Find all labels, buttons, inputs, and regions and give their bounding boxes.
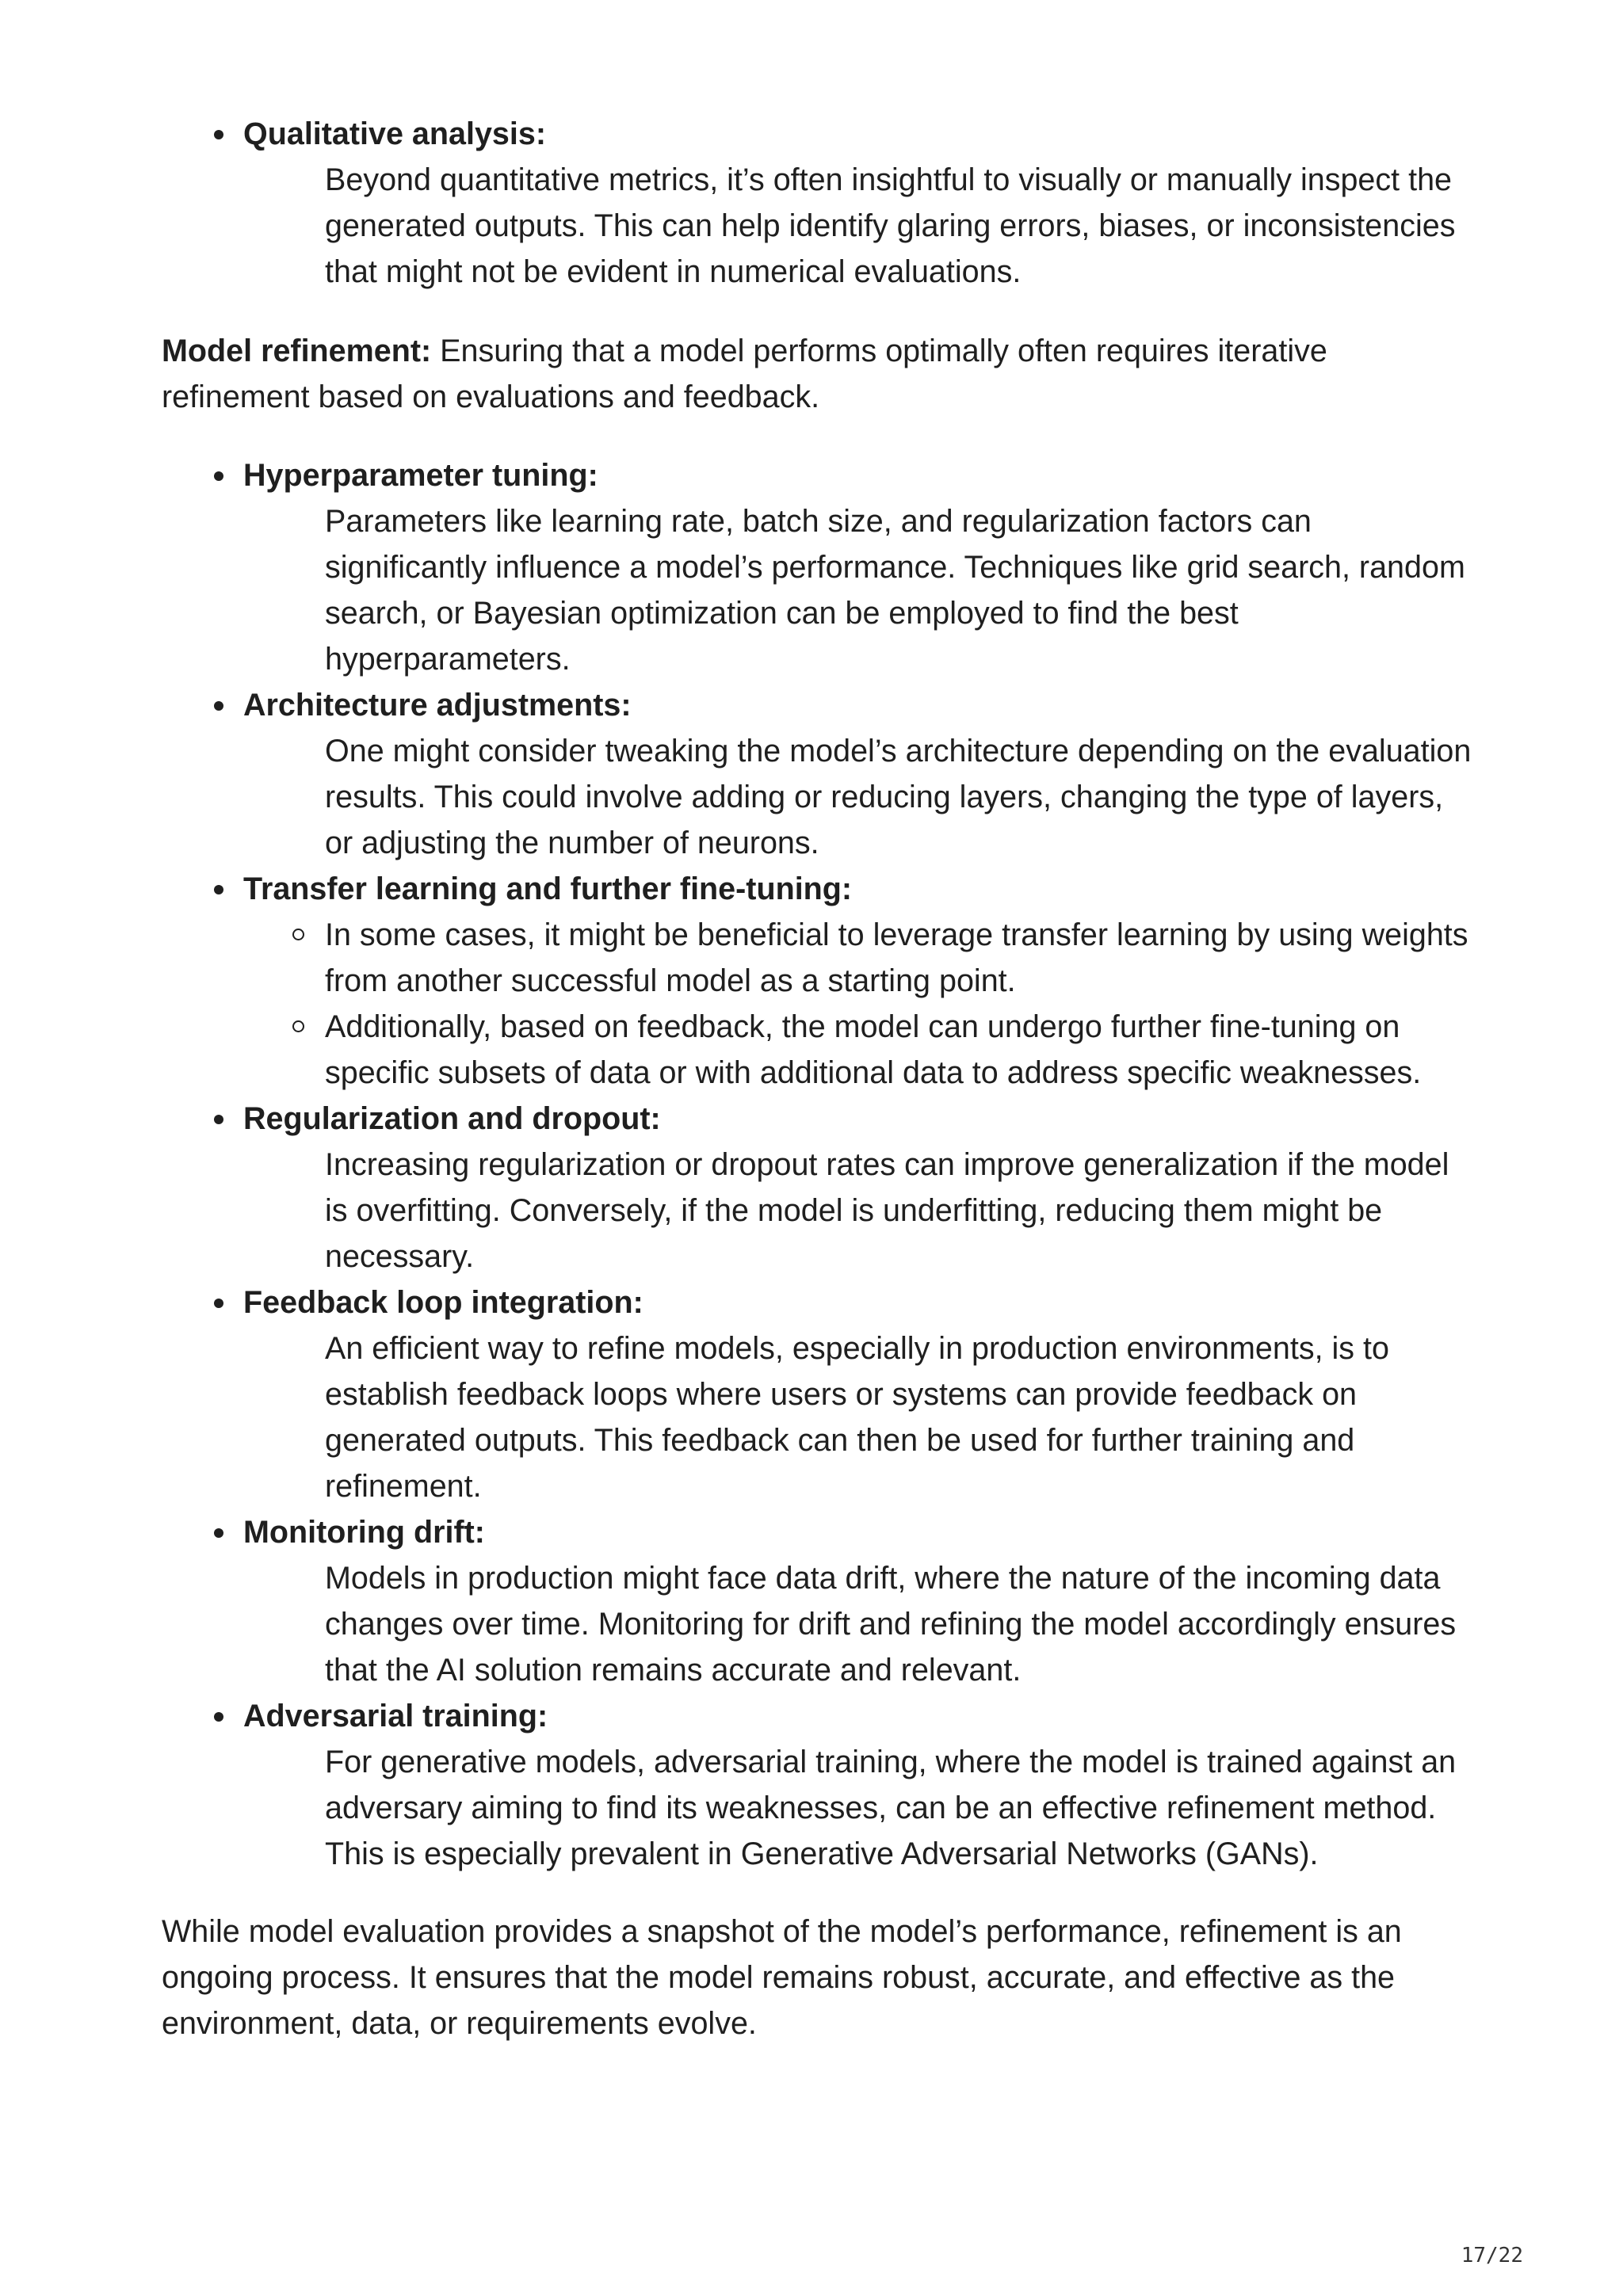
item-title: Adversarial training: — [243, 1699, 548, 1733]
transfer-learning-sublist — [243, 912, 1477, 1096]
list-item-architecture-adjustments — [243, 682, 1477, 866]
refinement-intro-paragraph — [162, 328, 1477, 420]
item-body: Beyond quantitative metrics, it’s often insightful to visually or manually inspect the generated outputs. This can help identify glaring errors, biases, or inconsistencies that might not be evident in numerical evaluations. — [325, 162, 1456, 289]
item-title: Monitoring drift: — [243, 1515, 485, 1550]
refinement-list — [162, 452, 1477, 1877]
qualitative-list — [162, 111, 1477, 295]
item-title: Regularization and dropout: — [243, 1101, 661, 1136]
item-title: Transfer learning and further fine-tuning: — [243, 871, 853, 906]
item-body: Parameters like learning rate, batch size, and regularization factors can significantly influence a model’s performance. Techniques like grid search, random search, or Bayesian optimization can be employed to find the best hyperparameters. — [325, 504, 1465, 677]
list-item-hyperparameter-tuning — [243, 452, 1477, 682]
list-item-feedback-loop — [243, 1280, 1477, 1509]
item-body: For generative models, adversarial training, where the model is trained against an adversary aiming to find its weaknesses, can be an effective refinement method. This is especially prevalent in Generative Adversarial Networks (GANs). — [325, 1745, 1457, 1871]
refinement-intro-label: Model refinement: — [162, 334, 432, 368]
list-item-regularization-dropout — [243, 1096, 1477, 1280]
sub-list-item: Additionally, based on feedback, the model can undergo further fine-tuning on specific subsets of data or with additional data to address specific weaknesses. — [325, 1004, 1477, 1096]
item-title: Hyperparameter tuning: — [243, 458, 598, 493]
page-number: 17/22 — [1461, 2244, 1523, 2267]
list-item-adversarial-training — [243, 1693, 1477, 1877]
sub-list-item: In some cases, it might be beneficial to leverage transfer learning by using weights from another successful model as a starting point. — [325, 912, 1477, 1004]
document-page — [162, 111, 1477, 2046]
item-title: Feedback loop integration: — [243, 1285, 643, 1320]
conclusion-paragraph: While model evaluation provides a snapshot of the model’s performance, refinement is an ongoing process. It ensures that the model remains robust, accurate, and effective as the environment, data, or requirements evolve. — [162, 1914, 1402, 2041]
item-body: Models in production might face data drift, where the nature of the incoming data changes over time. Monitoring for drift and refining the model accordingly ensures that the AI solution remains accurate and relevant. — [325, 1561, 1457, 1688]
refinement-intro-text: Ensuring that a model performs optimally often requires iterative refinement based on evaluations and feedback. — [162, 334, 1327, 414]
list-item-qualitative-analysis — [243, 111, 1477, 295]
item-body: Increasing regularization or dropout rates can improve generalization if the model is overfitting. Conversely, if the model is underfitting, reducing them might be necessary. — [325, 1147, 1449, 1274]
item-body: One might consider tweaking the model’s architecture depending on the evaluation results. This could involve adding or reducing layers, changing the type of layers, or adjusting the number of neurons. — [325, 734, 1472, 860]
list-item-transfer-learning — [243, 866, 1477, 1096]
item-title: Architecture adjustments: — [243, 688, 632, 723]
list-item-monitoring-drift — [243, 1509, 1477, 1693]
item-body: An efficient way to refine models, especially in production environments, is to establish feedback loops where users or systems can provide feedback on generated outputs. This feedback can then be used for further training and refinement. — [325, 1331, 1389, 1504]
item-title: Qualitative analysis: — [243, 116, 547, 151]
